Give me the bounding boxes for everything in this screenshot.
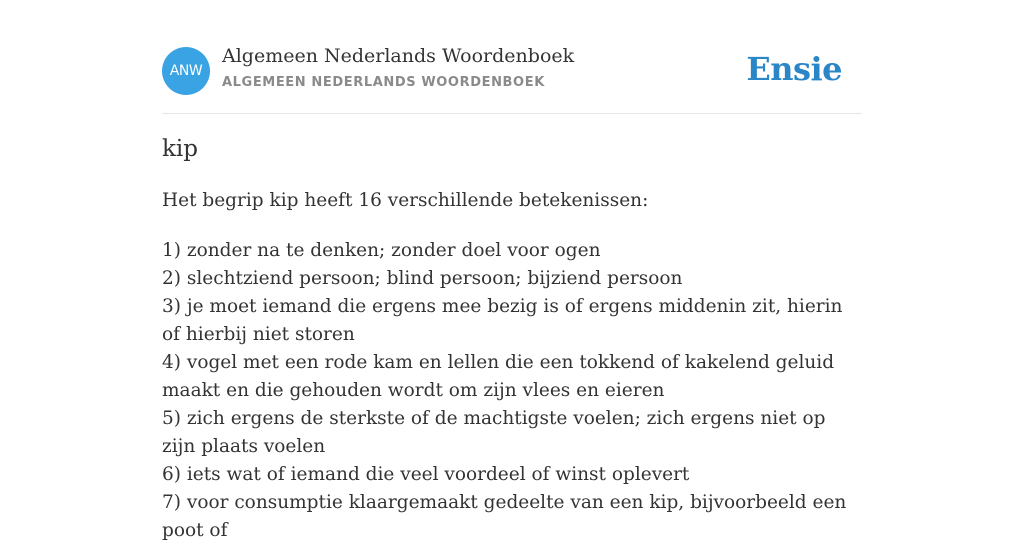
definition-item: 1) zonder na te denken; zonder doel voor ogen xyxy=(162,240,601,261)
source-logo[interactable]: ANW xyxy=(162,47,210,95)
definitions-list xyxy=(162,237,864,545)
entry-intro: Het begrip kip heeft 16 verschillende betekenissen: xyxy=(162,190,649,211)
definition-item: 4) vogel met een rode kam en lellen die een tokkend of kakelend geluid maakt en die gehouden wordt om zijn vlees en eieren xyxy=(162,352,835,401)
definition-item: 5) zich ergens de sterkste of de machtigste voelen; zich ergens niet op zijn plaats voelen xyxy=(162,408,826,457)
definition-item: 7) voor consumptie klaargemaakt gedeelte van een kip, bijvoorbeeld een poot of xyxy=(162,492,847,541)
source-subtitle: ALGEMEEN NEDERLANDS WOORDENBOEK xyxy=(222,75,545,90)
definition-item: 6) iets wat of iemand die veel voordeel of winst oplevert xyxy=(162,464,690,485)
entry-word: kip xyxy=(162,136,199,162)
definition-item: 3) je moet iemand die ergens mee bezig is of ergens middenin zit, hierin of hierbij niet storen xyxy=(162,296,843,345)
header xyxy=(162,0,862,114)
brand-logo-link[interactable]: Ensie xyxy=(746,50,842,88)
source-title[interactable]: Algemeen Nederlands Woordenboek xyxy=(222,45,575,67)
definition-item: 2) slechtziend persoon; blind persoon; bijziend persoon xyxy=(162,268,683,289)
content-container xyxy=(162,0,862,541)
